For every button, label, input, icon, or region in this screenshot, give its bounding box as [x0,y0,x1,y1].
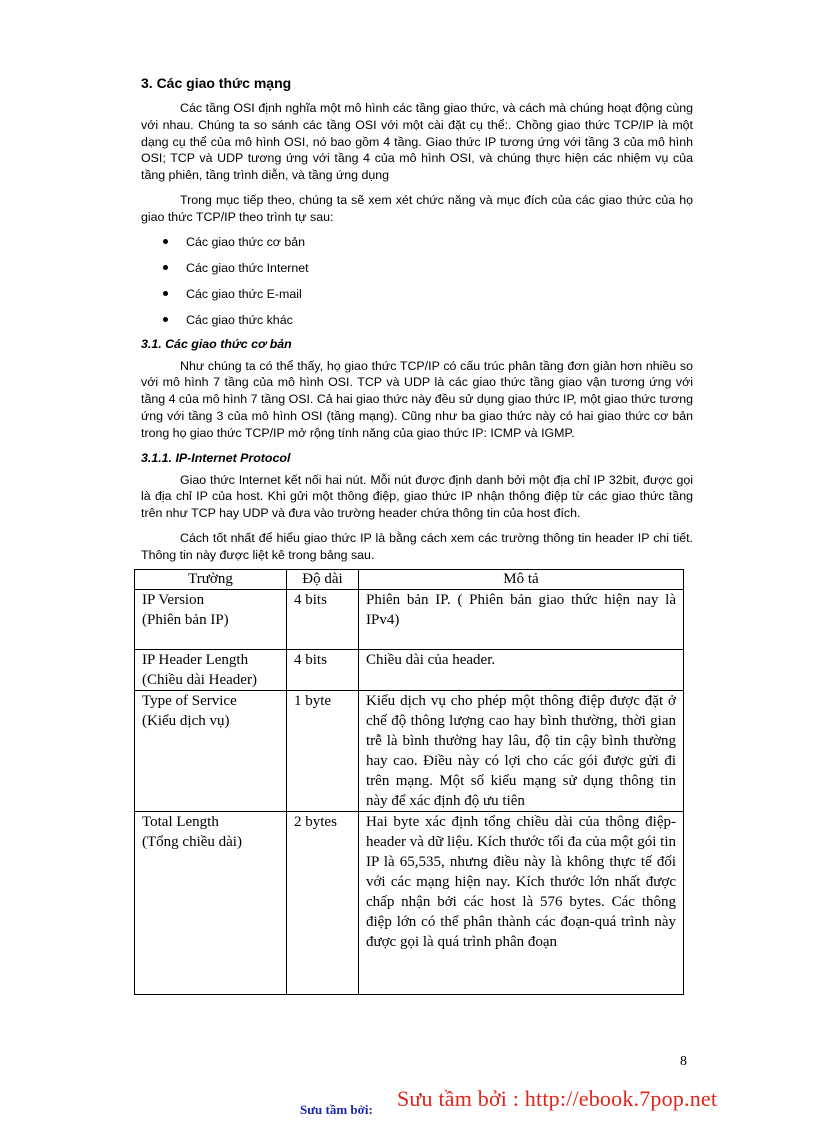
field-cell: Total Length (Tổng chiều dài) [135,811,287,994]
column-header-field: Trường [135,569,287,589]
table-row [135,690,684,811]
list-item: Các giao thức khác [141,312,693,332]
bullet-icon [163,239,168,244]
subsection-paragraph-3-1: Như chúng ta có thể thấy, họ giao thức TCP/IP có cấu trúc phân tầng đơn giản hơn nhiều so với mô hình 7 tầng của mô hình OSI. TCP và UDP là các giao thức tầng giao vận tương ứng với tầng 4 của mô hình 7 tầng OSI. Cả hai giao thức này đều sử dụng giao thức IP, một giao thức tương ứng với tầng 3 của mô hình OSI (tầng mạng). Cũng như ba giao thức này có hai giao thức cơ bản trong họ giao thức TCP/IP mở rộng tính năng của giao thức IP: ICMP và IGMP. [141,358,693,440]
protocol-list [141,234,693,332]
description-cell: Hai byte xác định tổng chiều dài của thông điệp-header và dữ liệu. Kích thước tối đa của một gói tin IP là 65,535, nhưng điều này là không thực tế đối với các mạng hiện nay. Kích thước lớn nhất được chấp nhận bởi các host là 576 bytes. Các thông điệp lớn có thể phân thành các đoạn-quá trình này được gọi là quá trình phân đoạn [359,811,684,994]
bullet-icon [163,265,168,270]
description-cell: Phiên bản IP. ( Phiên bản giao thức hiện nay là IPv4) [359,589,684,649]
description-cell: Chiều dài của header. [359,649,684,690]
section-title: 3. Các giao thức mạng [141,75,292,91]
table-row [135,811,684,994]
table-row [135,589,684,649]
list-item: Các giao thức Internet [141,260,693,286]
table-row [135,649,684,690]
ip-paragraph-2: Cách tốt nhất để hiểu giao thức IP là bằng cách xem các trường thông tin header IP chi tiết. Thông tin này được liệt kê trong bảng sau. [141,530,693,562]
field-cell: IP Header Length (Chiều dài Header) [135,649,287,690]
length-cell: 4 bits [287,649,359,690]
page-number: 8 [680,1054,687,1069]
footer [300,1086,760,1116]
ip-header-table [134,569,684,995]
page-content [141,74,693,995]
field-cell: Type of Service (Kiểu dịch vụ) [135,690,287,811]
list-item: Các giao thức E-mail [141,286,693,312]
footer-label: Sưu tầm bởi: [300,1102,373,1117]
subsection-title-3-1-1: 3.1.1. IP-Internet Protocol [141,450,291,465]
ip-paragraph-1: Giao thức Internet kết nối hai nút. Mỗi nút được định danh bởi một địa chỉ IP 32bit, được gọi là địa chỉ IP của host. Khi gửi một thông điệp, giao thức IP nhận thông điệp từ các giao thức tầng trên như TCP hay UDP và đưa vào trường header chứa thông tin của host đích. [141,472,693,521]
section-paragraph-1: Các tầng OSI định nghĩa một mô hình các tầng giao thức, và cách mà chúng hoạt động cùng với nhau. Chúng ta so sánh các tầng OSI với một cài đặt cụ thể:. Chồng giao thức TCP/IP là một dạng cụ thể của mô hình OSI, nó bao gồm 4 tầng. Giao thức IP tương ứng với tầng 3 của mô hình OSI; TCP và UDP tương ứng với tầng 4 của mô hình OSI, và chúng thực hiện các nhiệm vụ của tầng phiên, tầng trình diễn, và tầng ứng dụng [141,101,693,183]
description-cell: Kiểu dịch vụ cho phép một thông điệp được đặt ở chế độ thông lượng cao hay bình thường, thời gian trễ là bình thường hay lâu, độ tin cậy bình thường hay cao. Điều này có lợi cho các gói được gửi đi trên mạng. Một số kiểu mạng sử dụng thông tin này để xác định độ ưu tiên [359,690,684,811]
field-cell: IP Version (Phiên bản IP) [135,589,287,649]
table-header-row [135,569,684,589]
bullet-icon [163,317,168,322]
bullet-icon [163,291,168,296]
column-header-length: Độ dài [287,569,359,589]
list-item: Các giao thức cơ bản [141,234,693,260]
column-header-description: Mô tả [359,569,684,589]
length-cell: 4 bits [287,589,359,649]
subsection-title-3-1: 3.1. Các giao thức cơ bản [141,336,292,351]
length-cell: 1 byte [287,690,359,811]
source-watermark[interactable]: Sưu tầm bởi : http://ebook.7pop.net [397,1086,718,1111]
section-paragraph-2: Trong mục tiếp theo, chúng ta sẽ xem xét chức năng và mục đích của các giao thức của họ giao thức TCP/IP theo trình tự sau: [141,192,693,224]
length-cell: 2 bytes [287,811,359,994]
